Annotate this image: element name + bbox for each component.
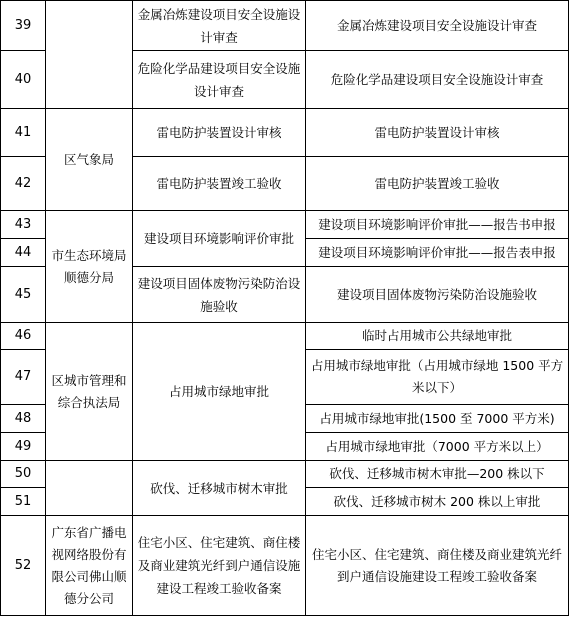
item-name: 建设项目环境影响评价审批 bbox=[133, 211, 306, 267]
row-number: 48 bbox=[1, 405, 46, 433]
row-number: 42 bbox=[1, 157, 46, 211]
department-cell bbox=[46, 1, 133, 109]
row-number: 43 bbox=[1, 211, 46, 239]
item-name: 建设项目固体废物污染防治设施验收 bbox=[133, 267, 306, 323]
sub-item-name: 雷电防护装置竣工验收 bbox=[306, 157, 569, 211]
row-number: 47 bbox=[1, 350, 46, 405]
sub-item-name: 砍伐、迁移城市树木 200 株以上审批 bbox=[306, 488, 569, 516]
row-number: 51 bbox=[1, 488, 46, 516]
item-name: 砍伐、迁移城市树木审批 bbox=[133, 461, 306, 516]
sub-item-name: 住宅小区、住宅建筑、商住楼及商业建筑光纤到户通信设施建设工程竣工验收备案 bbox=[306, 516, 569, 616]
table-row bbox=[1, 211, 569, 239]
sub-item-name: 雷电防护装置设计审核 bbox=[306, 109, 569, 157]
department-cell: 市生态环境局顺德分局 bbox=[46, 211, 133, 323]
item-name: 占用城市绿地审批 bbox=[133, 323, 306, 461]
item-name: 住宅小区、住宅建筑、商住楼及商业建筑光纤到户通信设施建设工程竣工验收备案 bbox=[133, 516, 306, 616]
table-row bbox=[1, 1, 569, 51]
department-cell: 区气象局 bbox=[46, 109, 133, 211]
table-row bbox=[1, 323, 569, 350]
table-row bbox=[1, 461, 569, 488]
sub-item-name: 砍伐、迁移城市树木审批—200 株以下 bbox=[306, 461, 569, 488]
department-cell: 区城市管理和综合执法局 bbox=[46, 323, 133, 461]
row-number: 52 bbox=[1, 516, 46, 616]
sub-item-name: 临时占用城市公共绿地审批 bbox=[306, 323, 569, 350]
sub-item-name: 建设项目环境影响评价审批——报告表申报 bbox=[306, 239, 569, 267]
department-cell bbox=[46, 461, 133, 516]
row-number: 49 bbox=[1, 433, 46, 461]
row-number: 50 bbox=[1, 461, 46, 488]
sub-item-name: 建设项目环境影响评价审批——报告书申报 bbox=[306, 211, 569, 239]
sub-item-name: 危险化学品建设项目安全设施设计审查 bbox=[306, 51, 569, 109]
sub-item-name: 占用城市绿地审批（占用城市绿地 1500 平方米以下） bbox=[306, 350, 569, 405]
department-cell: 广东省广播电视网络股份有限公司佛山顺德分公司 bbox=[46, 516, 133, 616]
row-number: 39 bbox=[1, 1, 46, 51]
item-name: 金属冶炼建设项目安全设施设计审查 bbox=[133, 1, 306, 51]
sub-item-name: 建设项目固体废物污染防治设施验收 bbox=[306, 267, 569, 323]
sub-item-name: 占用城市绿地审批（7000 平方米以上） bbox=[306, 433, 569, 461]
item-name: 雷电防护装置设计审核 bbox=[133, 109, 306, 157]
row-number: 46 bbox=[1, 323, 46, 350]
table-row bbox=[1, 109, 569, 157]
sub-item-name: 占用城市绿地审批(1500 至 7000 平方米) bbox=[306, 405, 569, 433]
item-name: 雷电防护装置竣工验收 bbox=[133, 157, 306, 211]
item-name: 危险化学品建设项目安全设施设计审查 bbox=[133, 51, 306, 109]
row-number: 41 bbox=[1, 109, 46, 157]
row-number: 44 bbox=[1, 239, 46, 267]
row-number: 45 bbox=[1, 267, 46, 323]
row-number: 40 bbox=[1, 51, 46, 109]
sub-item-name: 金属冶炼建设项目安全设施设计审查 bbox=[306, 1, 569, 51]
table-row bbox=[1, 516, 569, 616]
